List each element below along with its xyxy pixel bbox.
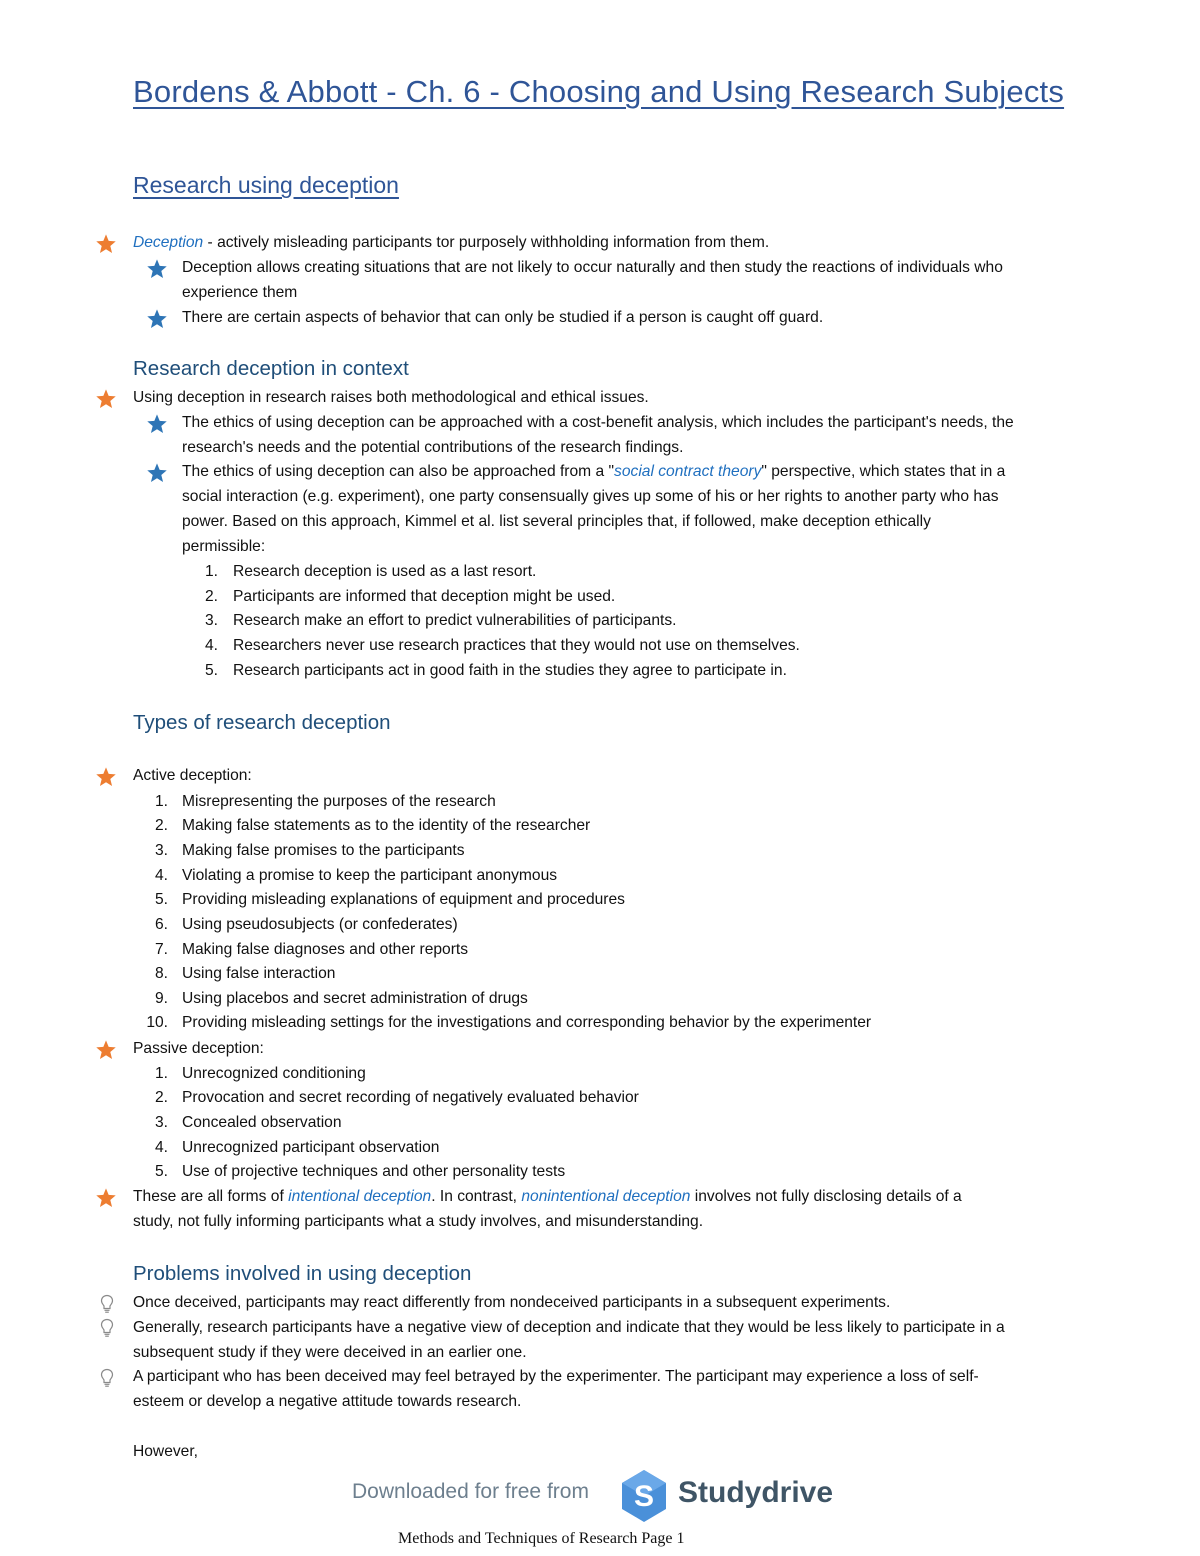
list-number: 5. [154, 891, 168, 908]
blue-star-icon [146, 462, 168, 484]
bullet-text: Deception allows creating situations that are not likely to occur naturally and then study the reactions of individuals who [182, 259, 1003, 276]
list-number: 2. [204, 588, 218, 605]
logo-letter: S [633, 1480, 655, 1513]
blue-star-icon [146, 308, 168, 330]
list-item: Unrecognized conditioning [182, 1065, 366, 1082]
list-item: Research participants act in good faith in the studies they agree to participate in. [233, 662, 787, 679]
page-title: Bordens & Abbott - Ch. 6 - Choosing and Using Research Subjects [133, 74, 1065, 109]
bullet-text: permissible: [182, 538, 266, 555]
bullet-text: study, not fully informing participants what a study involves, and misunderstanding. [133, 1213, 704, 1230]
page-footer: Methods and Techniques of Research Page 1 [398, 1530, 685, 1547]
studydrive-logo-icon [616, 1468, 672, 1524]
list-item: Using placebos and secret administration of drugs [182, 990, 528, 1007]
bullet-text: social interaction (e.g. experiment), one party consensually gives up some of his or her rights to another party who has [182, 488, 999, 505]
list-item: Participants are informed that deception might be used. [233, 588, 616, 605]
studydrive-banner[interactable] [352, 1466, 852, 1526]
list-number: 9. [154, 990, 168, 1007]
list-item: Violating a promise to keep the participant anonymous [182, 867, 558, 884]
bullet-text: A participant who has been deceived may feel betrayed by the experimenter. The participant may experience a loss of self- [133, 1368, 979, 1385]
list-item: Making false diagnoses and other reports [182, 941, 469, 958]
list-number: 7. [154, 941, 168, 958]
list-number: 3. [204, 612, 218, 629]
orange-star-icon [95, 233, 117, 255]
list-item: Making false promises to the participants [182, 842, 465, 859]
list-item: Concealed observation [182, 1114, 342, 1131]
studydrive-brand-name: Studydrive [678, 1476, 834, 1509]
bullet-text: The ethics of using deception can be approached with a cost-benefit analysis, which includes the participant's needs, the [182, 414, 1014, 431]
list-item: Making false statements as to the identity of the researcher [182, 817, 591, 834]
list-number: 4. [154, 867, 168, 884]
bullet-text: The ethics of using deception can also be approached from a "social contract theory" perspective, which states that in a [182, 463, 1006, 480]
list-number: 8. [154, 965, 168, 982]
term-nonintentional-deception: nonintentional deception [521, 1188, 691, 1205]
list-number: 1. [154, 793, 168, 810]
bullet-text: Generally, research participants have a negative view of deception and indicate that they would be less likely to participate in a [133, 1319, 1005, 1336]
list-item: Researchers never use research practices that they would not use on themselves. [233, 637, 800, 654]
lightbulb-icon [100, 1294, 114, 1314]
list-number: 3. [154, 842, 168, 859]
list-item: Research deception is used as a last resort. [233, 563, 537, 580]
section-heading-research-deception-in-context: Research deception in context [133, 357, 409, 380]
blue-star-icon [146, 258, 168, 280]
passive-deception-label: Passive deception: [133, 1040, 264, 1057]
list-item: Providing misleading settings for the investigations and corresponding behavior by the experimenter [182, 1014, 872, 1031]
bullet-text: Using deception in research raises both methodological and ethical issues. [133, 389, 649, 406]
however-text: However, [133, 1443, 199, 1460]
bullet-text: subsequent study if they were deceived in an earlier one. [133, 1344, 527, 1361]
list-number: 5. [154, 1163, 168, 1180]
list-number: 3. [154, 1114, 168, 1131]
orange-star-icon [95, 1187, 117, 1209]
list-number: 6. [154, 916, 168, 933]
list-number: 10. [146, 1014, 168, 1031]
orange-star-icon [95, 1039, 117, 1061]
bullet-text: research's needs and the potential contributions of the research findings. [182, 439, 684, 456]
bullet-text: experience them [182, 284, 298, 301]
list-item: Providing misleading explanations of equipment and procedures [182, 891, 625, 908]
bullet-text: Once deceived, participants may react differently from nondeceived participants in a subsequent experiments. [133, 1294, 891, 1311]
list-item: Using false interaction [182, 965, 336, 982]
list-item: Research make an effort to predict vulnerabilities of participants. [233, 612, 677, 629]
list-number: 4. [154, 1139, 168, 1156]
bullet-text: esteem or develop a negative attitude towards research. [133, 1393, 522, 1410]
lightbulb-icon [100, 1318, 114, 1338]
bullet-text: power. Based on this approach, Kimmel et al. list several principles that, if followed, make deception ethically [182, 513, 931, 530]
term-social-contract-theory: social contract theory [614, 463, 762, 480]
list-item: Using pseudosubjects (or confederates) [182, 916, 458, 933]
list-number: 1. [204, 563, 218, 580]
list-item: Provocation and secret recording of negatively evaluated behavior [182, 1089, 639, 1106]
lightbulb-icon [100, 1368, 114, 1388]
section-heading-research-using-deception: Research using deception [133, 172, 399, 198]
list-number: 5. [204, 662, 218, 679]
term-intentional-deception: intentional deception [288, 1188, 432, 1205]
list-number: 2. [154, 817, 168, 834]
bullet-text: These are all forms of intentional deception. In contrast, nonintentional deception involves not fully disclosing details of a [133, 1188, 962, 1205]
blue-star-icon [146, 413, 168, 435]
active-deception-label: Active deception: [133, 767, 252, 784]
list-number: 4. [204, 637, 218, 654]
orange-star-icon [95, 388, 117, 410]
section-heading-types-of-research-deception: Types of research deception [133, 711, 391, 734]
downloaded-text: Downloaded for free from [352, 1480, 589, 1503]
list-item: Use of projective techniques and other personality tests [182, 1163, 566, 1180]
orange-star-icon [95, 766, 117, 788]
list-item: Unrecognized participant observation [182, 1139, 440, 1156]
bullet-text: There are certain aspects of behavior that can only be studied if a person is caught off guard. [182, 309, 824, 326]
section-heading-problems-involved: Problems involved in using deception [133, 1262, 472, 1285]
list-number: 1. [154, 1065, 168, 1082]
list-item: Misrepresenting the purposes of the research [182, 793, 496, 810]
list-number: 2. [154, 1089, 168, 1106]
term-deception: Deception [133, 234, 204, 251]
definition-deception: Deception - actively misleading participants tor purposely withholding information from them. [133, 234, 770, 251]
